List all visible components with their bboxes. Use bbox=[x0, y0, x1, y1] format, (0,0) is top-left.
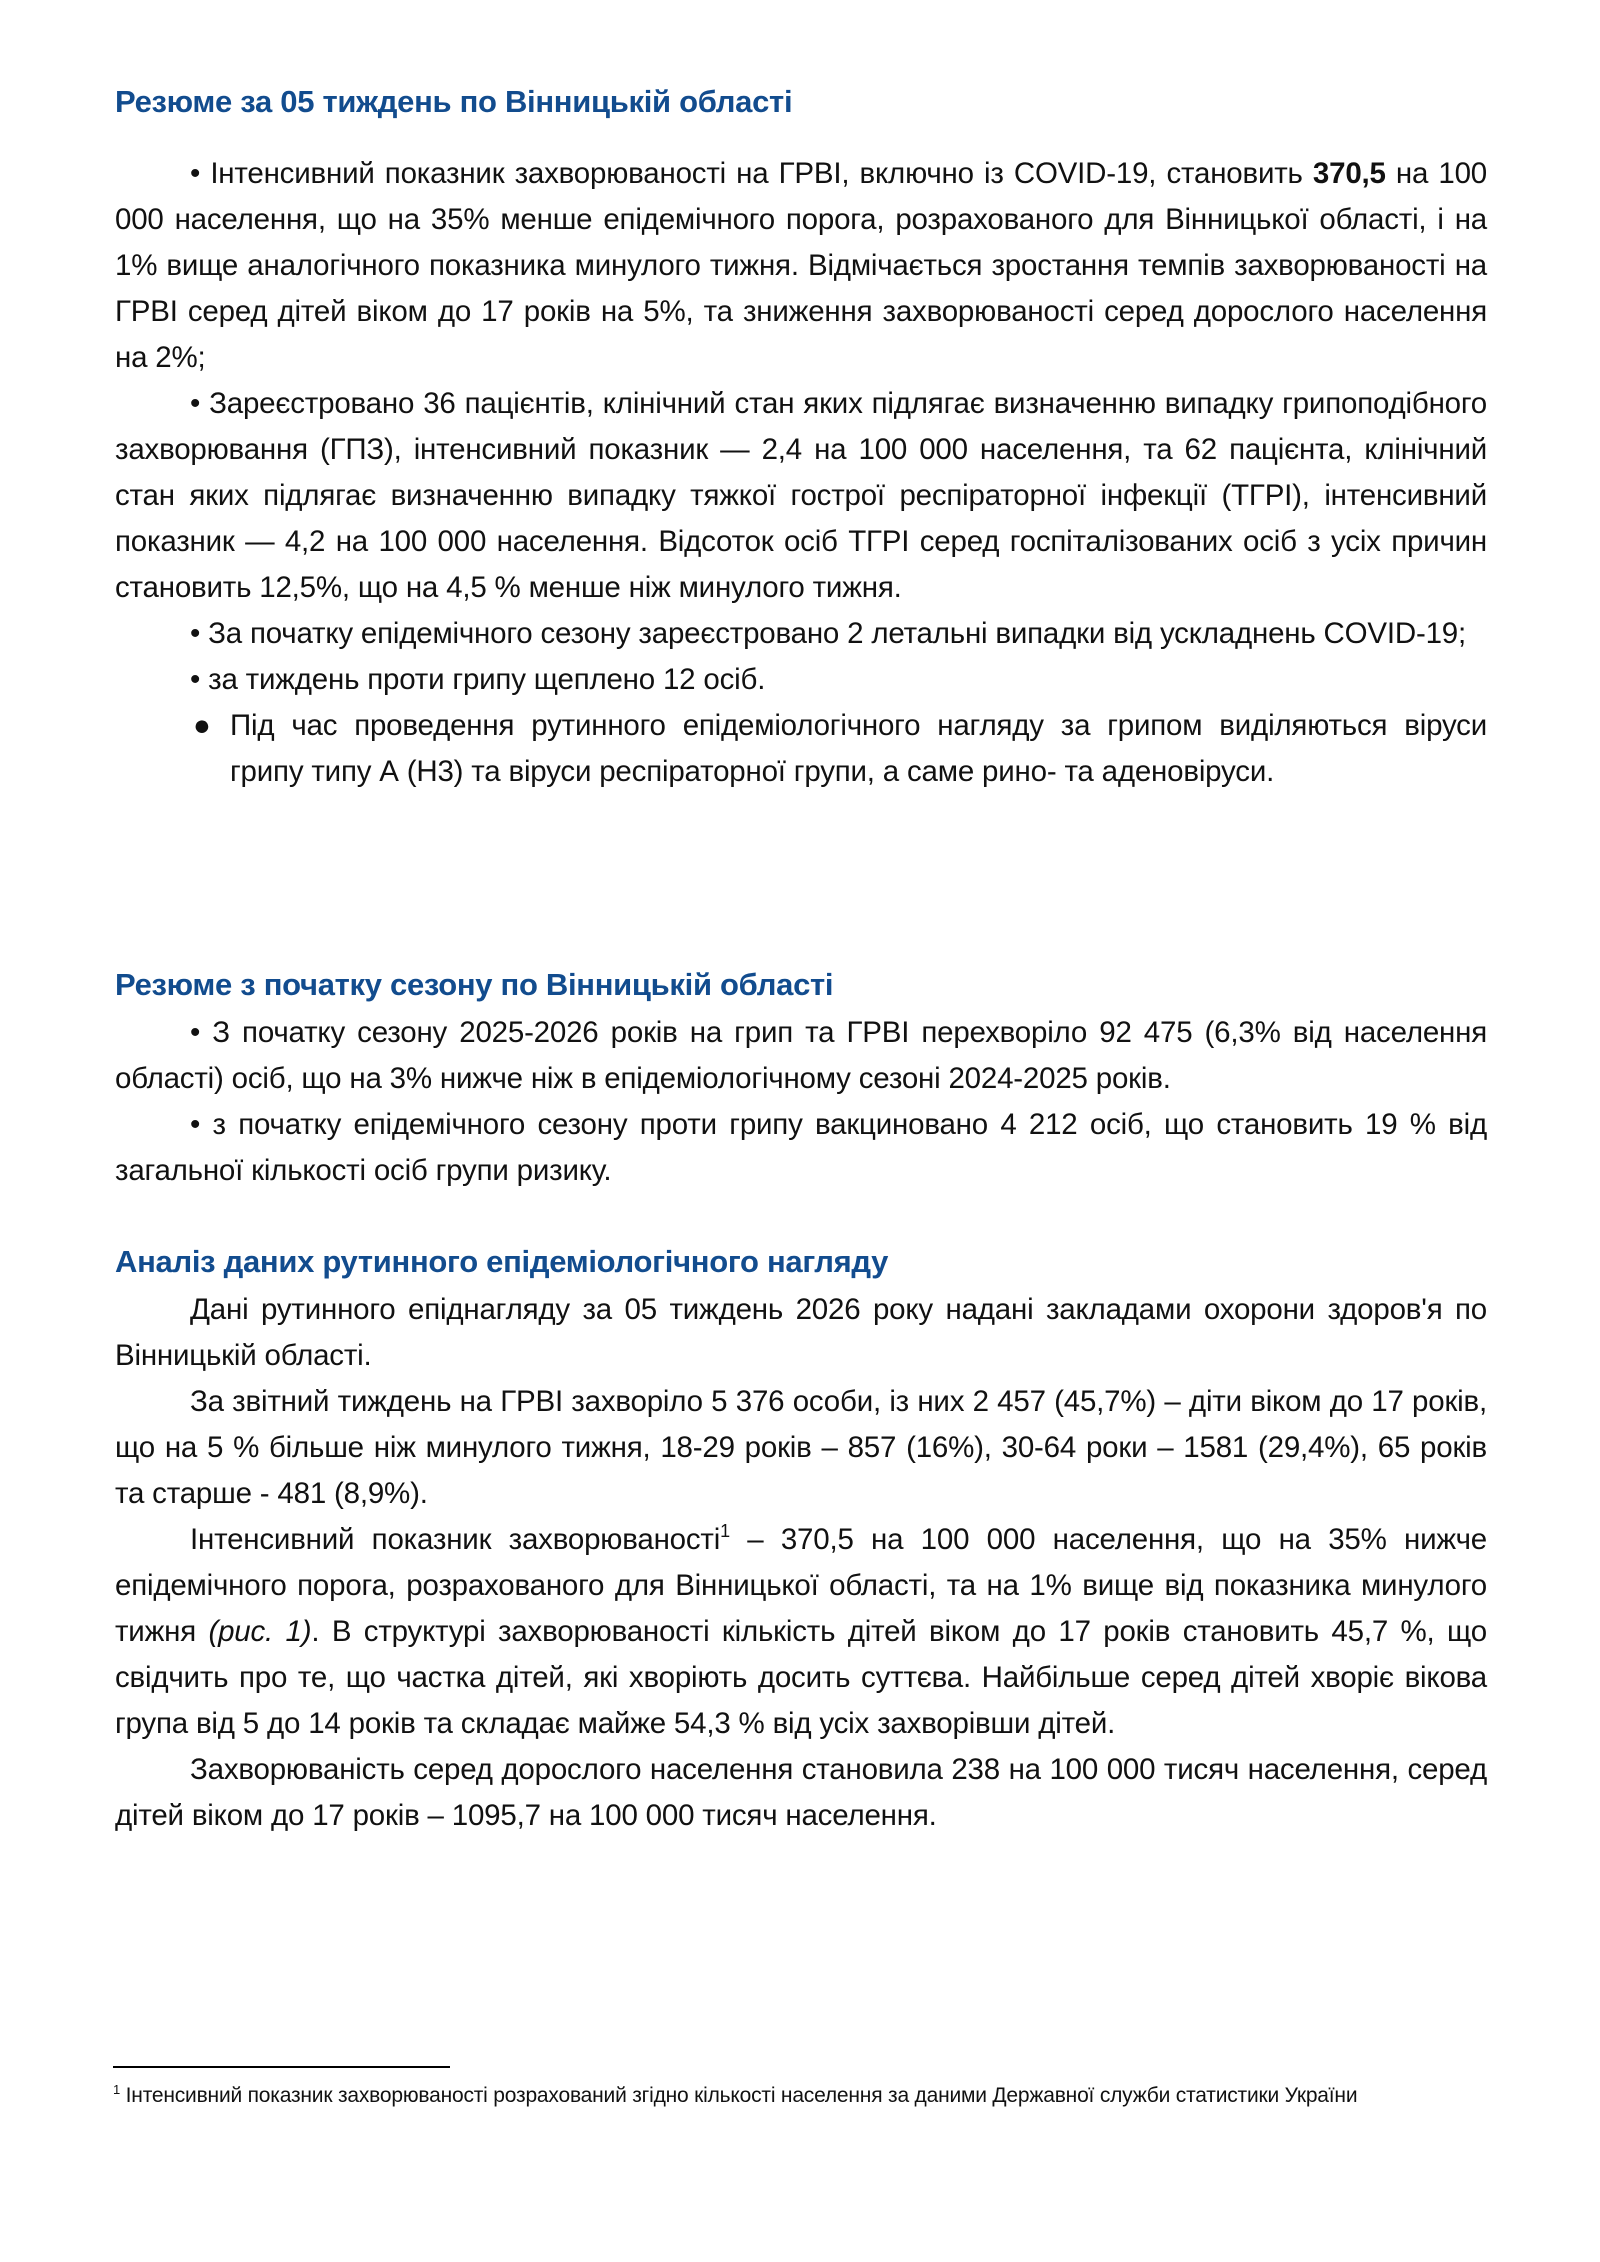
bullet-deaths: • За початку епідемічного сезону зареєстровано 2 летальні випадки від ускладнень COVID-19; bbox=[115, 611, 1487, 657]
footnote bbox=[113, 2080, 1413, 2111]
footnote-text: Інтенсивний показник захворюваності розрахований згідно кількості населення за даними Державної служби статистики України bbox=[120, 2084, 1358, 2107]
analysis-body bbox=[115, 1287, 1487, 1839]
bullet-vaccinated-week: • за тиждень проти грипу щеплено 12 осіб. bbox=[115, 657, 1487, 703]
incidence-value: 370,5 bbox=[1312, 157, 1386, 190]
footnote-separator bbox=[113, 2066, 450, 2068]
week-summary-body bbox=[115, 151, 1487, 795]
heading-season-summary: Резюме з початку сезону по Вінницькій області bbox=[115, 967, 834, 1002]
footnote-mark: 1 bbox=[113, 2082, 121, 2097]
heading-analysis: Аналіз даних рутинного епідеміологічного нагляду bbox=[115, 1244, 889, 1279]
figure-reference: (рис. 1) bbox=[208, 1615, 312, 1648]
heading-week-summary: Резюме за 05 тиждень по Вінницькій області bbox=[115, 84, 793, 119]
bullet-season-vaccinated: • з початку епідемічного сезону проти грипу вакциновано 4 212 осіб, що становить 19 % від загальної кількості осіб групи ризику. bbox=[115, 1102, 1487, 1194]
season-summary-body bbox=[115, 1010, 1487, 1194]
bullet-season-cases: • З початку сезону 2025-2026 років на грип та ГРВІ перехворіло 92 475 (6,3% від населення області) осіб, що на 3% нижче ніж в епідеміологічному сезоні 2024-2025 років. bbox=[115, 1010, 1487, 1102]
para-incidence-structure: Інтенсивний показник захворюваності$^1$ – 370,5 на 100 000 населення, що на 35% нижче епідемічного порога, розрахованого для Вінницької області, та на 1% вище від показника минулого тижня (рис. 1). В структурі захворюваності кількість дітей віком до 17 років становить 45,7 %, що свідчить про те, що частка дітей, які хворіють досить суттєва. Найбільше серед дітей хворіє вікова група від 5 до 14 років та складає майже 54,3 % від усіх захворівши дітей. bbox=[115, 1521, 1487, 1740]
bullet-incidence: • Інтенсивний показник захворюваності на ГРВІ, включно із COVID-19, становить 370,5 на 100 000 населення, що на 35% менше епідемічного порога, розрахованого для Вінницької області, і на 1% вище аналогічного показника минулого тижня. Відмічається зростання темпів захворюваності на ГРВІ серед дітей віком до 17 років на 5%, та зниження захворюваності серед дорослого населення на 2%; bbox=[115, 151, 1487, 381]
para-adult-child-incidence: Захворюваність серед дорослого населення становила 238 на 100 000 тисяч населення, серед дітей віком до 17 років – 1095,7 на 100 000 тисяч населення. bbox=[115, 1753, 1487, 1832]
para-data-source: Дані рутинного епіднагляду за 05 тиждень 2026 року надані закладами охорони здоров'я по Вінницькій області. bbox=[115, 1293, 1487, 1372]
para-weekly-cases: За звітний тиждень на ГРВІ захворіло 5 376 особи, із них 2 457 (45,7%) – діти віком до 17 років, що на 5 % більше ніж минулого тижня, 18-29 років – 857 (16%), 30-64 роки – 1581 (29,4%), 65 років та старше - 481 (8,9%). bbox=[115, 1385, 1487, 1510]
bullet-ili-sari: • Зареєстровано 36 пацієнтів, клінічний стан яких підлягає визначенню випадку грипоподібного захворювання (ГПЗ), інтенсивний показник — 2,4 на 100 000 населення, та 62 пацієнта, клінічний стан яких підлягає визначенню випадку тяжкої гострої респіраторної інфекції (ТГРІ), інтенсивний показник — 4,2 на 100 000 населення. Відсоток осіб ТГРІ серед госпіталізованих осіб з усіх причин становить 12,5%, що на 4,5 % менше ніж минулого тижня. bbox=[115, 381, 1487, 611]
footnote-ref[interactable]: 1 bbox=[720, 1521, 730, 1541]
bullet-dot-icon: ● bbox=[193, 709, 211, 742]
bullet-viruses: ● Під час проведення рутинного епідеміологічного нагляду за грипом виділяються віруси грипу типу А (Н3) та віруси респіраторної групи, а саме рино- та аденовіруси. bbox=[115, 703, 1487, 795]
